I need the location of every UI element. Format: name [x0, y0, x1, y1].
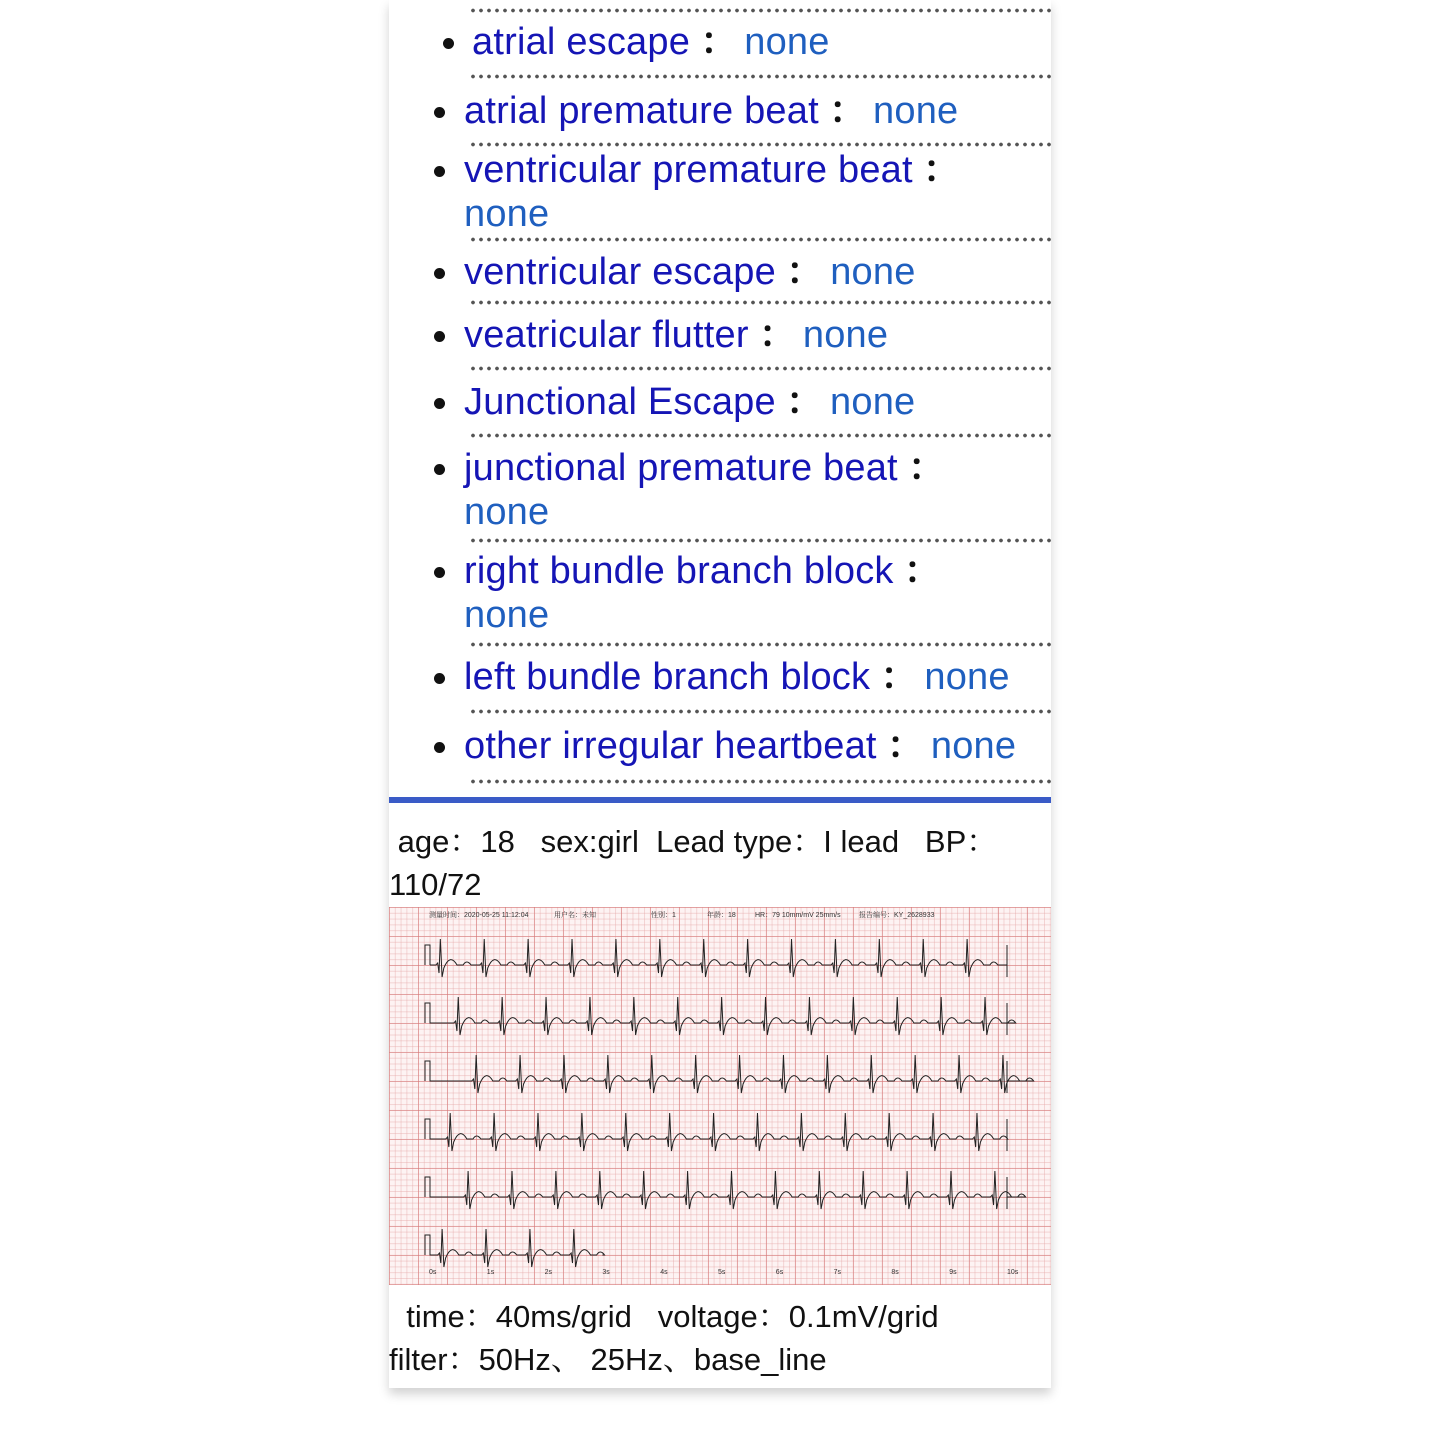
bullet-icon	[434, 464, 445, 475]
footer-line1: time：40ms/grid voltage：0.1mV/grid	[389, 1299, 939, 1334]
item-value: none	[464, 594, 550, 636]
item-value: none	[873, 90, 959, 132]
dotted-divider	[469, 74, 1051, 79]
ecg-waveform	[389, 907, 1051, 1285]
item-value: none	[924, 656, 1010, 698]
item-label: ventricular escape	[464, 251, 776, 293]
bullet-icon	[434, 567, 445, 578]
item-value: none	[744, 21, 830, 63]
item-colon: ：	[907, 447, 947, 489]
item-label: ventricular premature beat	[464, 149, 913, 191]
dotted-divider	[469, 779, 1051, 784]
ecg-time-tick: 1s	[486, 1269, 495, 1276]
item-colon: ：	[880, 656, 919, 698]
bullet-icon	[434, 331, 445, 342]
ecg-time-tick: 9s	[949, 1269, 957, 1276]
list-item-text	[464, 549, 1041, 637]
item-label: veatricular flutter	[464, 314, 749, 356]
item-colon: ：	[700, 21, 739, 63]
dotted-divider	[469, 642, 1051, 647]
ecg-time-tick: 4s	[660, 1269, 668, 1276]
ecg-time-tick: 6s	[775, 1269, 784, 1276]
ecg-time-tick: 3s	[602, 1269, 610, 1276]
ecg-trace-row	[425, 1055, 1034, 1093]
dotted-divider	[469, 237, 1051, 242]
ecg-time-tick: 8s	[891, 1269, 899, 1276]
ecg-header-hr: HR：79 10mm/mV 25mm/s	[755, 912, 841, 919]
item-colon: ：	[758, 314, 797, 356]
bullet-icon	[434, 673, 445, 684]
item-label: left bundle branch block	[464, 656, 871, 698]
ecg-trace-row	[425, 1171, 1026, 1209]
item-colon: ：	[886, 725, 925, 767]
patient-info-line2: 110/72	[389, 867, 482, 902]
list-item-text	[464, 89, 1041, 133]
ecg-trace-row	[425, 939, 1007, 977]
item-label: right bundle branch block	[464, 550, 894, 592]
bullet-icon	[434, 742, 445, 753]
list-item-text	[464, 724, 1041, 768]
ecg-image	[389, 907, 1051, 1285]
dotted-divider	[469, 709, 1051, 714]
dotted-divider	[469, 366, 1051, 371]
item-value: none	[830, 251, 916, 293]
bullet-icon	[434, 268, 445, 279]
item-label: atrial escape	[472, 21, 691, 63]
ecg-header-age: 年龄：18	[707, 912, 736, 919]
bullet-icon	[434, 398, 445, 409]
ecg-header-sex: 性别：1	[651, 912, 676, 919]
list-item-text	[464, 250, 1041, 294]
section-separator	[389, 797, 1051, 803]
item-colon: ：	[922, 149, 961, 191]
ecg-header-time: 测量时间：2020-05-25 11:12:04	[429, 912, 529, 919]
dotted-divider	[469, 538, 1051, 543]
list-item-text	[464, 380, 1041, 424]
ecg-time-tick: 5s	[718, 1269, 726, 1276]
ecg-header-report: 报告编号：KY_2628933	[859, 912, 935, 919]
item-label: other irregular heartbeat	[464, 725, 877, 767]
ecg-trace-row	[425, 997, 1016, 1035]
patient-info-line1: age：18 sex:girl Lead type：I lead BP：	[389, 824, 998, 859]
item-colon: ：	[903, 550, 942, 592]
item-value: none	[464, 193, 550, 235]
bullet-icon	[434, 166, 445, 177]
item-value: none	[802, 314, 889, 356]
dotted-divider	[469, 433, 1051, 438]
ecg-time-tick: 10s	[1007, 1269, 1019, 1276]
item-value: none	[464, 491, 550, 533]
ecg-header-user: 用户名：未知	[554, 912, 596, 919]
report-card	[389, 0, 1051, 1388]
list-item-text	[472, 20, 1041, 64]
ecg-time-tick: 2s	[544, 1269, 552, 1276]
list-item-text	[464, 148, 1041, 236]
list-item-text	[464, 446, 1041, 534]
ecg-trace-row	[425, 1113, 1008, 1151]
item-label: atrial premature beat	[464, 90, 819, 132]
list-item-text	[464, 313, 1041, 357]
dotted-divider	[469, 8, 1051, 13]
ecg-time-tick: 0s	[429, 1269, 437, 1276]
item-label: junctional premature beat	[464, 447, 898, 489]
item-value: none	[930, 725, 1017, 767]
item-colon: ：	[785, 251, 825, 293]
dotted-divider	[469, 142, 1051, 147]
item-value: none	[830, 381, 916, 423]
dotted-divider	[469, 300, 1051, 305]
item-label: Junctional Escape	[464, 381, 776, 423]
item-colon: ：	[785, 381, 825, 423]
item-colon: ：	[828, 90, 868, 132]
footer-line2: filter：50Hz、 25Hz、base_line	[389, 1342, 827, 1377]
bullet-icon	[434, 107, 445, 118]
list-item-text	[464, 655, 1041, 699]
bullet-icon	[443, 38, 454, 49]
ecg-trace-row	[425, 1229, 605, 1267]
ecg-time-tick: 7s	[833, 1269, 841, 1276]
